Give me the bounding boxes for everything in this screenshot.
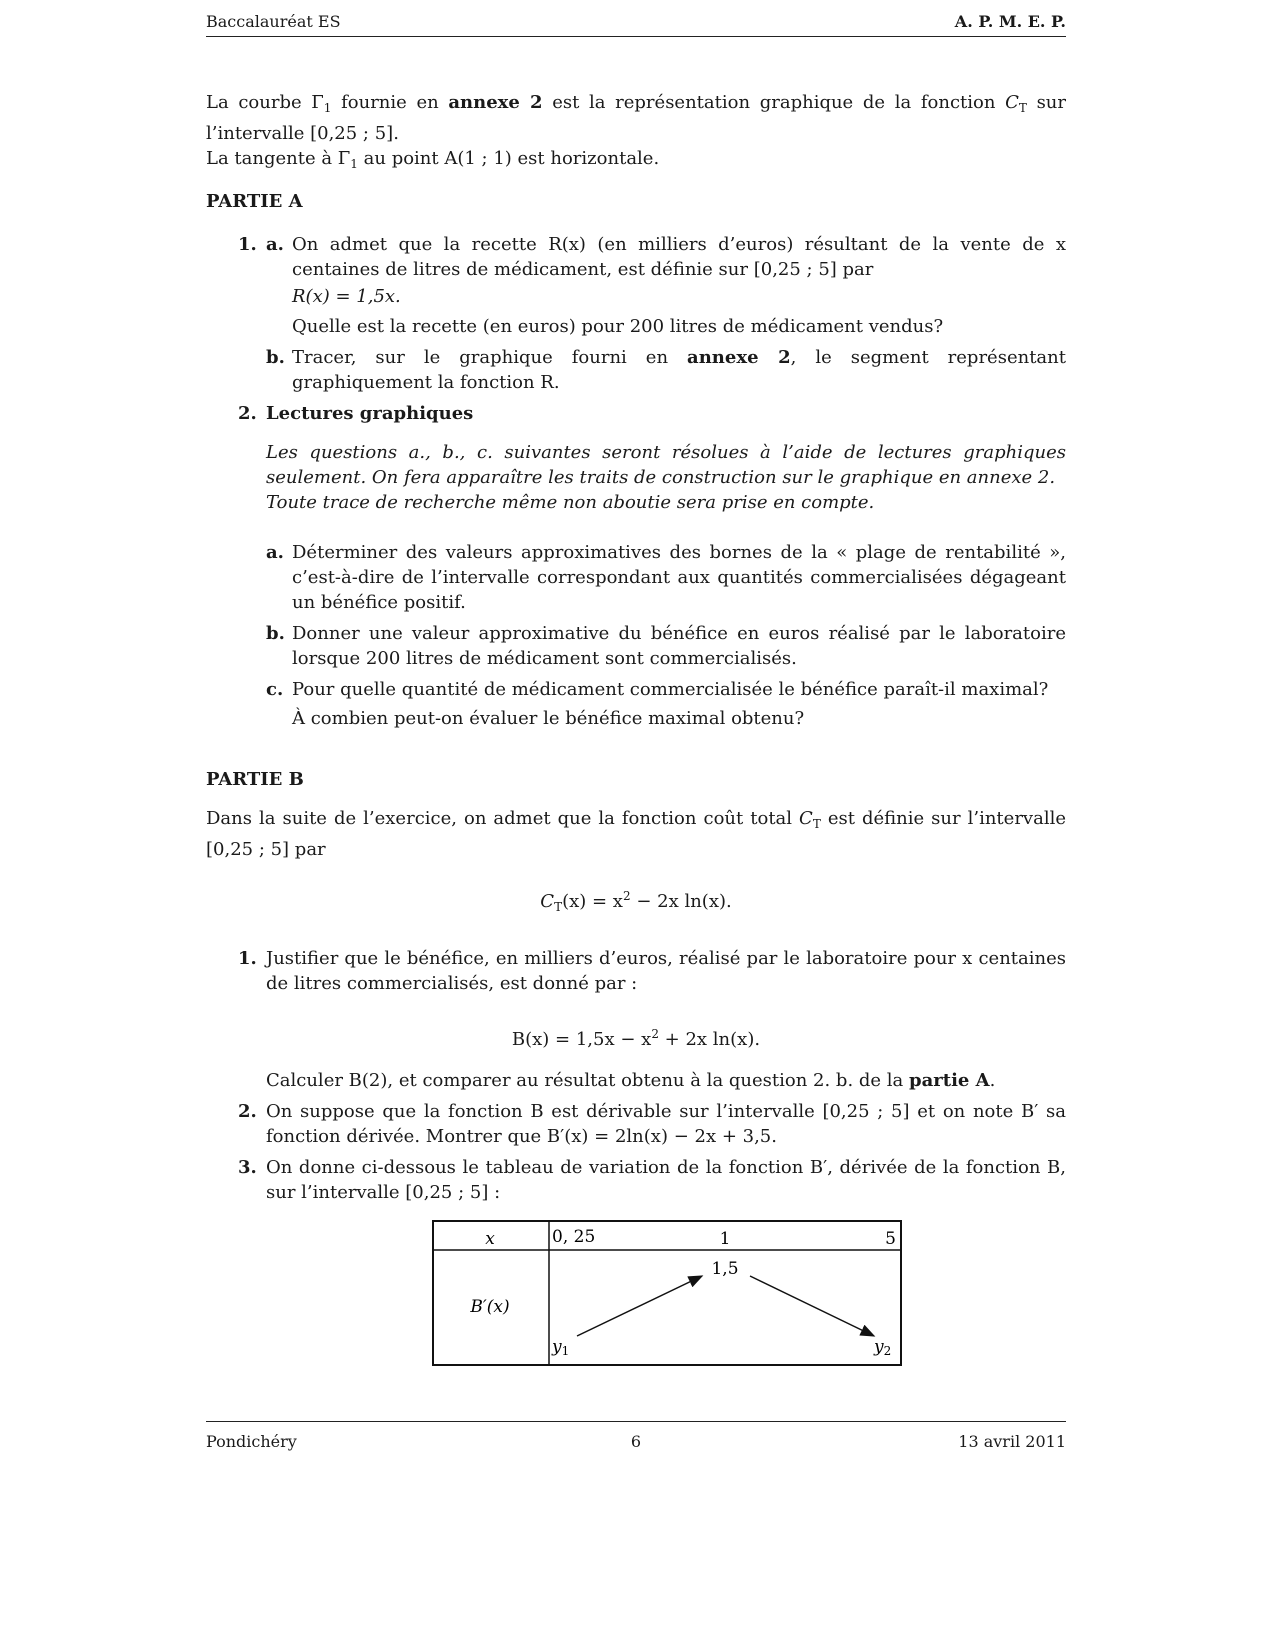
- ct-formula: [206, 884, 1066, 920]
- q1a-letter: a.: [266, 234, 284, 255]
- ct-formula-sub: T: [554, 900, 563, 914]
- intro-sub: 1: [350, 157, 358, 171]
- intro-sub: T: [1018, 101, 1027, 115]
- q2c-letter: c.: [266, 679, 284, 700]
- intro-text: est la représentation graphique de la fonction: [542, 92, 1006, 113]
- q1a-formula: R(x) = 1,5x.: [292, 286, 401, 307]
- intro-bold: annexe 2: [448, 92, 543, 113]
- intro-text: fournie en: [331, 92, 449, 113]
- footer-page-number: 6: [630, 1432, 642, 1451]
- q1b-t2: annexe 2: [687, 347, 791, 368]
- page: [206, 0, 1066, 1650]
- q2-number: 2.: [238, 403, 257, 424]
- pb-ct-sub: T: [812, 817, 821, 831]
- pb-q2-number: 2.: [238, 1101, 257, 1122]
- intro-text: au point A(1 ; 1) est horizontale.: [357, 148, 660, 169]
- q2-instructions-2: Toute trace de recherche même non aboutie sera prise en compte.: [266, 492, 875, 513]
- table-x-label: x: [485, 1229, 495, 1249]
- ct-formula-exp: 2: [622, 889, 631, 903]
- b-formula: [266, 1022, 1066, 1052]
- partie-b-q1: [206, 946, 1066, 1093]
- pb-q1-calc-3: .: [989, 1070, 996, 1091]
- increasing-arrow: [577, 1276, 702, 1336]
- q2a-letter: a.: [266, 542, 284, 563]
- table-x0: 0, 25: [552, 1227, 596, 1247]
- pb-q2-text: On suppose que la fonction B est dérivable sur l’intervalle [0,25 ; 5] et on note B′ sa fonction dérivée. Montrer que B′(x) = 2ln(x) − 2x + 3,5.: [266, 1101, 1066, 1147]
- intro-line-2: [206, 146, 1066, 177]
- partie-a-q2: [206, 401, 1066, 515]
- q1a-question: Quelle est la recette (en euros) pour 200 litres de médicament vendus?: [292, 316, 944, 337]
- pb-q1-calc-1: Calculer B(2), et comparer au résultat obtenu à la question 2. b. de la: [266, 1070, 910, 1091]
- partie-a-q1: [206, 232, 1066, 339]
- pb-q3-number: 3.: [238, 1157, 257, 1178]
- pb-q1-text: Justifier que le bénéfice, en milliers d’euros, réalisé par le laboratoire pour x centaines de litres commercialisés, est donné par :: [266, 948, 1066, 994]
- table-row-label: B′(x): [470, 1297, 510, 1317]
- b-formula-a: B(x) = 1,5x − x: [511, 1029, 652, 1050]
- intro-text: La courbe Γ: [206, 92, 324, 113]
- pb-ct: C: [799, 808, 813, 829]
- q1b-t1: Tracer, sur le graphique fourni en: [292, 347, 688, 368]
- decreasing-arrow: [750, 1276, 874, 1336]
- q2b: [206, 621, 1066, 671]
- q1a-text: On admet que la recette R(x) (en milliers d’euros) résultant de la vente de x centaines de litres de médicament, est définie sur [0,25 ; 5] par: [292, 234, 1066, 280]
- pb-q1-number: 1.: [238, 948, 257, 969]
- footer-right: 13 avril 2011: [958, 1432, 1066, 1451]
- table-x1: 1: [719, 1229, 731, 1249]
- variation-table: [432, 1220, 902, 1366]
- intro-sub: 1: [323, 101, 332, 115]
- ct-formula-c: C: [540, 891, 555, 912]
- pb-q1-calc: [266, 1068, 1066, 1093]
- table-y2-sub: 2: [883, 1344, 892, 1358]
- ct-formula-b: − 2x ln(x).: [630, 891, 732, 912]
- table-max-value: 1,5: [711, 1259, 739, 1279]
- header-left: Baccalauréat ES: [206, 12, 341, 31]
- q1-number: 1.: [238, 234, 257, 255]
- partie-b-intro: [206, 806, 1066, 862]
- q2a-text: Déterminer des valeurs approximatives des bornes de la « plage de rentabilité », c’est-à-dire de l’intervalle correspondant aux quantités commercialisées dégageant un bénéfice positif.: [292, 542, 1066, 613]
- intro-text: La tangente à Γ: [206, 148, 351, 169]
- q2a: [206, 540, 1066, 615]
- q1b-t3: , le segment représentant graphiquement la fonction R.: [292, 347, 1066, 393]
- q2b-letter: b.: [266, 623, 285, 644]
- intro-line-1: [206, 90, 1066, 146]
- partie-b-title: PARTIE B: [206, 769, 304, 790]
- table-x2: 5: [885, 1229, 896, 1249]
- table-y2: [873, 1337, 891, 1358]
- page-footer: [206, 1421, 1066, 1452]
- table-y1-sub: 1: [561, 1344, 570, 1358]
- q2-instructions: Les questions a., b., c. suivantes seront résolues à l’aide de lectures graphiques seulement. On fera apparaître les traits de construction sur le graphique en annexe 2.: [266, 442, 1066, 488]
- q2b-text: Donner une valeur approximative du bénéfice en euros réalisé par le laboratoire lorsque 200 litres de médicament sont commercialisés.: [292, 623, 1066, 669]
- document-body: [206, 90, 1066, 1205]
- table-y1-main: y: [552, 1337, 562, 1357]
- q1b-letter: b.: [266, 347, 285, 368]
- page-header: [206, 12, 1066, 37]
- pb-q1-calc-2: partie A: [909, 1070, 990, 1091]
- q2c: [206, 677, 1066, 731]
- pb-q3-text: On donne ci-dessous le tableau de variation de la fonction B′, dérivée de la fonction B, sur l’intervalle [0,25 ; 5] :: [266, 1157, 1066, 1203]
- q1b-text: [292, 345, 1066, 395]
- table-y2-main: y: [874, 1337, 884, 1357]
- b-formula-exp: 2: [651, 1027, 659, 1041]
- table-y1: [551, 1337, 569, 1358]
- b-formula-b: + 2x ln(x).: [658, 1029, 761, 1050]
- partie-a-q1b: [206, 345, 1066, 395]
- pb-intro-2: est définie sur l’intervalle [0,25 ; 5] par: [206, 808, 1066, 860]
- q2c-text-1: Pour quelle quantité de médicament commercialisée le bénéfice paraît-il maximal?: [292, 679, 1049, 700]
- pb-intro-1: Dans la suite de l’exercice, on admet que la fonction coût total: [206, 808, 800, 829]
- q2-title: Lectures graphiques: [266, 403, 474, 424]
- intro-text: sur l’intervalle [0,25 ; 5].: [206, 92, 1066, 144]
- footer-left: Pondichéry: [206, 1432, 297, 1451]
- ct-formula-a: (x) = x: [562, 891, 623, 912]
- q2c-text-2: À combien peut-on évaluer le bénéfice maximal obtenu?: [292, 708, 805, 729]
- partie-b-q2: [206, 1099, 1066, 1149]
- partie-b-q3: [206, 1155, 1066, 1205]
- intro-math: C: [1005, 92, 1019, 113]
- partie-a-title: PARTIE A: [206, 191, 303, 212]
- header-right: A. P. M. E. P.: [954, 12, 1066, 31]
